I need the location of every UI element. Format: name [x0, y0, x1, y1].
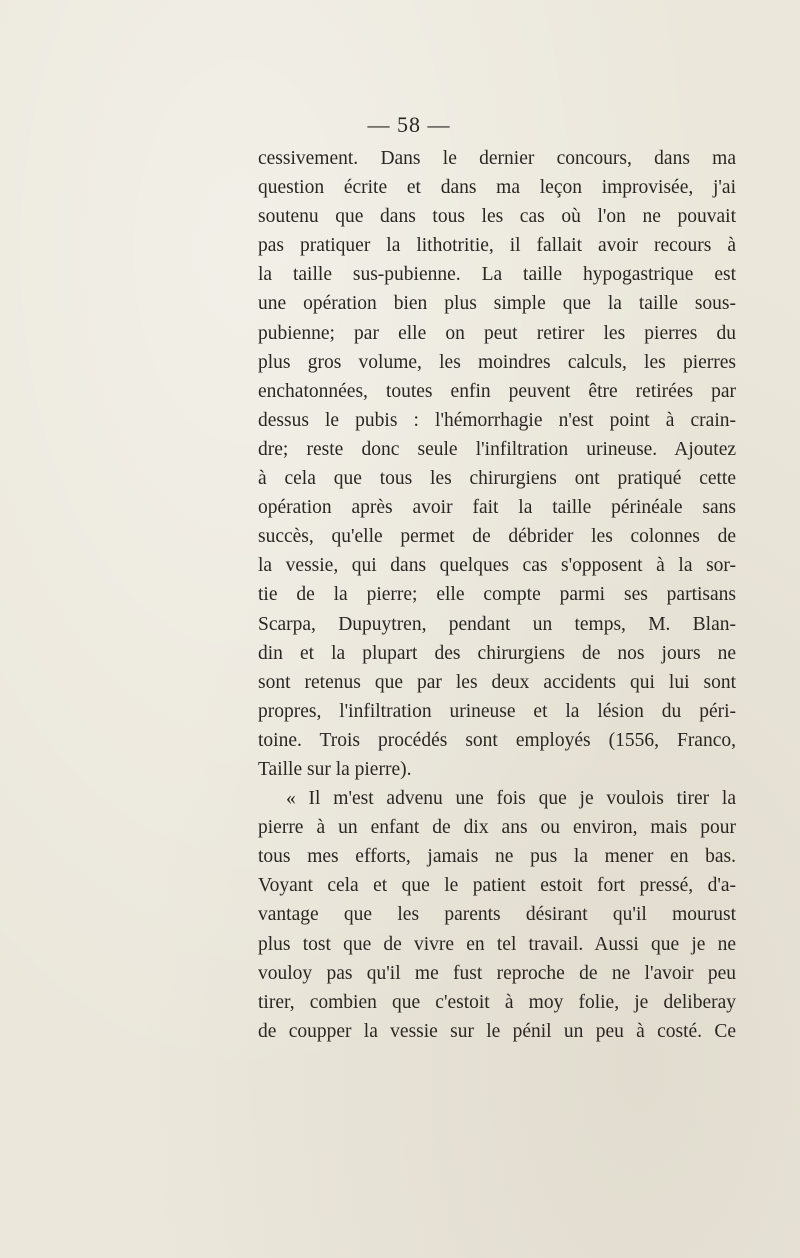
text-line: tous mes efforts, jamais ne pus la mener en bas. [258, 846, 736, 868]
text-line: dessus le pubis : l'hémorrhagie n'est point à crain- [258, 409, 736, 431]
text-line: plus tost que de vivre en tel travail. Aussi que je ne [258, 933, 736, 955]
page-number: — 58 — [367, 112, 451, 137]
text-line: tirer, combien que c'estoit à moy folie, je deliberay [258, 991, 736, 1013]
text-line: Scarpa, Dupuytren, pendant un temps, M. Blan- [258, 613, 736, 635]
text-line: pas pratiquer la lithotritie, il fallait avoir recours à [258, 235, 736, 257]
text-line: Taille sur la pierre). [258, 758, 412, 780]
text-line: succès, qu'elle permet de débrider les colonnes de [258, 526, 736, 548]
text-line: enchatonnées, toutes enfin peuvent être retirées par [258, 380, 736, 402]
text-line: din et la plupart des chirurgiens de nos jours ne [258, 642, 736, 664]
text-line: à cela que tous les chirurgiens ont pratiqué cette [258, 468, 736, 490]
text-line: la taille sus-pubienne. La taille hypogastrique est [258, 264, 736, 286]
text-line: « Il m'est advenu une fois que je voulois tirer la [286, 788, 736, 810]
text-line: une opération bien plus simple que la taille sous- [258, 293, 736, 315]
text-line: tie de la pierre; elle compte parmi ses partisans [258, 584, 736, 606]
body-text [258, 144, 736, 1046]
text-line: opération après avoir fait la taille périnéale sans [258, 497, 736, 519]
text-line: plus gros volume, les moindres calculs, les pierres [258, 351, 736, 373]
text-line: vantage que les parents désirant qu'il mourust [258, 904, 736, 926]
text-line: sont retenus que par les deux accidents qui lui sont [258, 671, 736, 693]
text-line: cessivement. Dans le dernier concours, dans ma [258, 148, 736, 169]
text-line: question écrite et dans ma leçon improvisée, j'ai [258, 177, 736, 199]
text-line: soutenu que dans tous les cas où l'on ne pouvait [258, 206, 736, 228]
text-line: vouloy pas qu'il me fust reproche de ne l'avoir peu [258, 962, 736, 984]
text-line: de coupper la vessie sur le pénil un peu à costé. Ce [258, 1020, 736, 1042]
text-line: dre; reste donc seule l'infiltration urineuse. Ajoutez [258, 438, 736, 460]
text-line: propres, l'infiltration urineuse et la lésion du péri- [258, 700, 736, 722]
text-line: la vessie, qui dans quelques cas s'opposent à la sor- [258, 555, 736, 577]
text-line: pubienne; par elle on peut retirer les pierres du [258, 322, 736, 344]
text-line: toine. Trois procédés sont employés (1556, Franco, [258, 729, 736, 751]
text-line: Voyant cela et que le patient estoit fort pressé, d'a- [258, 875, 736, 897]
text-line: pierre à un enfant de dix ans ou environ, mais pour [258, 817, 736, 839]
